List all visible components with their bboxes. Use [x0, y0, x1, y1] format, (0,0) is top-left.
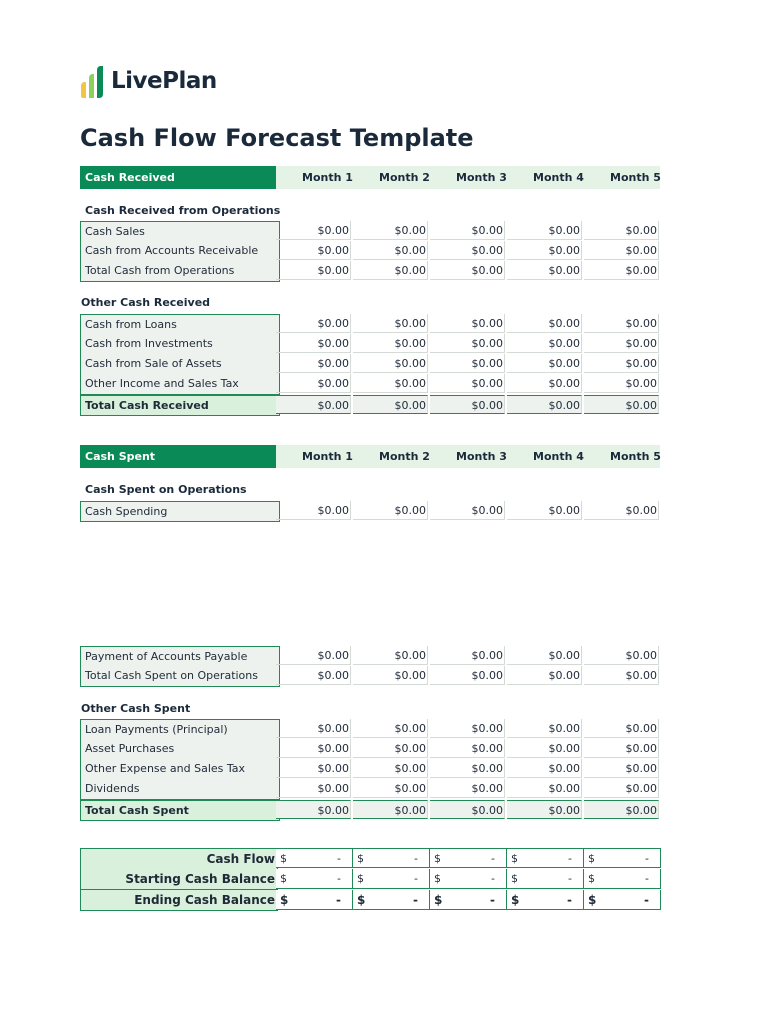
- value-cell[interactable]: $0.00: [507, 374, 582, 393]
- value-cell[interactable]: $0.00: [353, 334, 428, 353]
- value-cell[interactable]: $0.00: [353, 314, 428, 333]
- value-cell[interactable]: $0.00: [276, 800, 351, 819]
- section-title-received-ops: Cash Received from Operations: [85, 204, 281, 217]
- table-row: [80, 719, 661, 739]
- table-row: [80, 334, 661, 354]
- value-cell[interactable]: $0.00: [353, 501, 428, 520]
- value-cell[interactable]: $0.00: [584, 719, 659, 738]
- value-cell[interactable]: $0.00: [507, 800, 582, 819]
- summary-value-cell[interactable]: [353, 848, 430, 868]
- month-header: Month 4: [533, 171, 584, 184]
- summary-value: -: [491, 852, 495, 865]
- value-cell[interactable]: $0.00: [276, 646, 351, 665]
- summary-value: -: [645, 852, 649, 865]
- value-cell[interactable]: $0.00: [430, 739, 505, 758]
- summary-value-cell[interactable]: [276, 890, 353, 910]
- summary-row: [80, 890, 661, 911]
- value-cell[interactable]: $0.00: [276, 354, 351, 373]
- value-cell[interactable]: $0.00: [507, 221, 582, 240]
- currency-symbol: $: [280, 893, 289, 907]
- table-row: [80, 241, 661, 261]
- summary-value: -: [337, 852, 341, 865]
- row-label: Cash from Loans: [80, 314, 280, 335]
- value-cell[interactable]: $0.00: [584, 501, 659, 520]
- month-header: Month 5: [610, 450, 661, 463]
- value-cell[interactable]: $0.00: [584, 374, 659, 393]
- value-cell[interactable]: $0.00: [353, 374, 428, 393]
- value-cell[interactable]: $0.00: [353, 779, 428, 798]
- cash-spent-header-label: Cash Spent: [80, 445, 276, 468]
- value-cell[interactable]: $0.00: [584, 261, 659, 280]
- value-cell[interactable]: $0.00: [430, 314, 505, 333]
- value-cell[interactable]: $0.00: [584, 241, 659, 260]
- summary-value: -: [337, 872, 341, 885]
- value-cell[interactable]: $0.00: [276, 779, 351, 798]
- value-cell[interactable]: $0.00: [353, 666, 428, 685]
- row-label: Loan Payments (Principal): [80, 719, 280, 740]
- month-header: Month 3: [456, 450, 507, 463]
- table-row: [80, 646, 661, 666]
- currency-symbol: $: [588, 893, 597, 907]
- value-cell[interactable]: $0.00: [430, 221, 505, 240]
- value-cell[interactable]: $0.00: [353, 719, 428, 738]
- value-cell[interactable]: $0.00: [276, 374, 351, 393]
- summary-label: Cash Flow: [80, 848, 278, 870]
- currency-symbol: $: [588, 872, 595, 885]
- value-cell[interactable]: $0.00: [507, 314, 582, 333]
- value-cell[interactable]: $0.00: [584, 739, 659, 758]
- row-label: Total Cash Spent on Operations: [80, 666, 280, 687]
- month-header: Month 2: [379, 171, 430, 184]
- currency-symbol: $: [357, 852, 364, 865]
- value-cell[interactable]: $0.00: [507, 666, 582, 685]
- total-row: [80, 800, 661, 820]
- value-cell[interactable]: $0.00: [353, 759, 428, 778]
- value-cell[interactable]: $0.00: [276, 261, 351, 280]
- currency-symbol: $: [357, 893, 366, 907]
- summary-value-cell[interactable]: [353, 869, 430, 889]
- summary-value: -: [567, 893, 572, 907]
- value-cell[interactable]: $0.00: [276, 221, 351, 240]
- summary-value-cell[interactable]: [507, 869, 584, 889]
- value-cell[interactable]: $0.00: [507, 739, 582, 758]
- table-row: [80, 759, 661, 779]
- liveplan-bars-icon: [80, 66, 106, 100]
- currency-symbol: $: [280, 872, 287, 885]
- month-header: Month 5: [610, 171, 661, 184]
- row-label: Cash Spending: [80, 501, 280, 522]
- logo-wordmark: LivePlan: [111, 68, 217, 94]
- value-cell[interactable]: $0.00: [276, 666, 351, 685]
- table-row: [80, 354, 661, 374]
- value-cell[interactable]: $0.00: [507, 241, 582, 260]
- currency-symbol: $: [434, 852, 441, 865]
- currency-symbol: $: [511, 872, 518, 885]
- summary-value-cell[interactable]: [507, 890, 584, 910]
- month-header: Month 4: [533, 450, 584, 463]
- row-label: Total Cash Spent: [80, 800, 280, 821]
- summary-value: -: [414, 852, 418, 865]
- month-header: Month 3: [456, 171, 507, 184]
- value-cell[interactable]: $0.00: [353, 800, 428, 819]
- value-cell[interactable]: $0.00: [507, 719, 582, 738]
- table-row: [80, 779, 661, 799]
- table-row: [80, 739, 661, 759]
- month-header: Month 2: [379, 450, 430, 463]
- row-label: Total Cash Received: [80, 395, 280, 416]
- summary-value: -: [568, 872, 572, 885]
- summary-value: -: [568, 852, 572, 865]
- table-row: [80, 374, 661, 394]
- value-cell[interactable]: $0.00: [507, 779, 582, 798]
- value-cell[interactable]: $0.00: [430, 800, 505, 819]
- row-label: Cash from Accounts Receivable: [80, 241, 280, 262]
- section-title-other-received: Other Cash Received: [81, 296, 211, 309]
- summary-value-cell[interactable]: [584, 869, 661, 889]
- summary-value: -: [491, 872, 495, 885]
- value-cell[interactable]: $0.00: [507, 646, 582, 665]
- value-cell[interactable]: $0.00: [430, 395, 505, 414]
- value-cell[interactable]: $0.00: [584, 395, 659, 414]
- section-title-spent-ops: Cash Spent on Operations: [85, 483, 247, 496]
- value-cell[interactable]: $0.00: [584, 779, 659, 798]
- value-cell[interactable]: $0.00: [507, 759, 582, 778]
- value-cell[interactable]: $0.00: [584, 646, 659, 665]
- summary-value-cell[interactable]: [430, 890, 507, 910]
- table-row: [80, 221, 661, 241]
- table-row: [80, 314, 661, 334]
- value-cell[interactable]: $0.00: [584, 800, 659, 819]
- value-cell[interactable]: $0.00: [276, 314, 351, 333]
- value-cell[interactable]: $0.00: [353, 646, 428, 665]
- value-cell[interactable]: $0.00: [353, 261, 428, 280]
- value-cell[interactable]: $0.00: [353, 395, 428, 414]
- month-header: Month 1: [302, 171, 353, 184]
- currency-symbol: $: [511, 893, 520, 907]
- row-label: Other Income and Sales Tax: [80, 374, 280, 395]
- cash-received-header: [80, 166, 660, 189]
- summary-value: -: [336, 893, 341, 907]
- value-cell[interactable]: $0.00: [353, 241, 428, 260]
- row-label: Other Expense and Sales Tax: [80, 759, 280, 780]
- value-cell[interactable]: $0.00: [507, 334, 582, 353]
- value-cell[interactable]: $0.00: [276, 759, 351, 778]
- value-cell[interactable]: $0.00: [276, 334, 351, 353]
- value-cell[interactable]: $0.00: [276, 719, 351, 738]
- row-label: Total Cash from Operations: [80, 261, 280, 282]
- cash-spent-header: [80, 445, 660, 468]
- cash-received-header-label: Cash Received: [80, 166, 276, 189]
- summary-value: -: [645, 872, 649, 885]
- summary-label: Starting Cash Balance: [80, 869, 278, 890]
- value-cell[interactable]: $0.00: [584, 221, 659, 240]
- summary-value: -: [490, 893, 495, 907]
- value-cell[interactable]: $0.00: [584, 334, 659, 353]
- section-title-other-spent: Other Cash Spent: [81, 702, 191, 715]
- month-header: Month 1: [302, 450, 353, 463]
- value-cell[interactable]: $0.00: [430, 779, 505, 798]
- value-cell[interactable]: $0.00: [430, 241, 505, 260]
- summary-value: -: [413, 893, 418, 907]
- summary-value-cell[interactable]: [507, 848, 584, 868]
- value-cell[interactable]: $0.00: [276, 501, 351, 520]
- table-row: [80, 261, 661, 281]
- row-label: Asset Purchases: [80, 739, 280, 760]
- value-cell[interactable]: $0.00: [430, 501, 505, 520]
- value-cell[interactable]: $0.00: [430, 719, 505, 738]
- summary-value: -: [414, 872, 418, 885]
- row-label: Payment of Accounts Payable: [80, 646, 280, 667]
- summary-value-cell[interactable]: [584, 890, 661, 910]
- table-row: [80, 666, 661, 686]
- currency-symbol: $: [588, 852, 595, 865]
- value-cell[interactable]: $0.00: [430, 759, 505, 778]
- value-cell[interactable]: $0.00: [353, 739, 428, 758]
- value-cell[interactable]: $0.00: [430, 666, 505, 685]
- row-label: Dividends: [80, 779, 280, 800]
- total-row: [80, 395, 661, 415]
- summary-row: [80, 869, 661, 890]
- value-cell[interactable]: $0.00: [276, 241, 351, 260]
- summary-label: Ending Cash Balance: [80, 890, 278, 911]
- currency-symbol: $: [357, 872, 364, 885]
- value-cell[interactable]: $0.00: [430, 354, 505, 373]
- value-cell[interactable]: $0.00: [353, 221, 428, 240]
- currency-symbol: $: [434, 893, 443, 907]
- value-cell[interactable]: $0.00: [276, 395, 351, 414]
- value-cell[interactable]: $0.00: [430, 334, 505, 353]
- value-cell[interactable]: $0.00: [507, 354, 582, 373]
- summary-value-cell[interactable]: [276, 848, 353, 868]
- value-cell[interactable]: $0.00: [584, 666, 659, 685]
- value-cell[interactable]: $0.00: [507, 501, 582, 520]
- page-title: Cash Flow Forecast Template: [80, 124, 474, 152]
- row-label: Cash Sales: [80, 221, 280, 242]
- value-cell[interactable]: $0.00: [507, 261, 582, 280]
- value-cell[interactable]: $0.00: [276, 739, 351, 758]
- summary-value-cell[interactable]: [584, 848, 661, 868]
- summary-value-cell[interactable]: [430, 869, 507, 889]
- row-label: Cash from Sale of Assets: [80, 354, 280, 375]
- value-cell[interactable]: $0.00: [584, 314, 659, 333]
- row-label: Cash from Investments: [80, 334, 280, 355]
- currency-symbol: $: [511, 852, 518, 865]
- value-cell[interactable]: $0.00: [584, 759, 659, 778]
- summary-row: [80, 848, 661, 869]
- value-cell[interactable]: $0.00: [584, 354, 659, 373]
- value-cell[interactable]: $0.00: [507, 395, 582, 414]
- value-cell[interactable]: $0.00: [353, 354, 428, 373]
- value-cell[interactable]: $0.00: [430, 646, 505, 665]
- summary-value: -: [644, 893, 649, 907]
- summary-value-cell[interactable]: [353, 890, 430, 910]
- value-cell[interactable]: $0.00: [430, 374, 505, 393]
- value-cell[interactable]: $0.00: [430, 261, 505, 280]
- currency-symbol: $: [280, 852, 287, 865]
- summary-value-cell[interactable]: [276, 869, 353, 889]
- table-row: [80, 501, 661, 521]
- currency-symbol: $: [434, 872, 441, 885]
- summary-value-cell[interactable]: [430, 848, 507, 868]
